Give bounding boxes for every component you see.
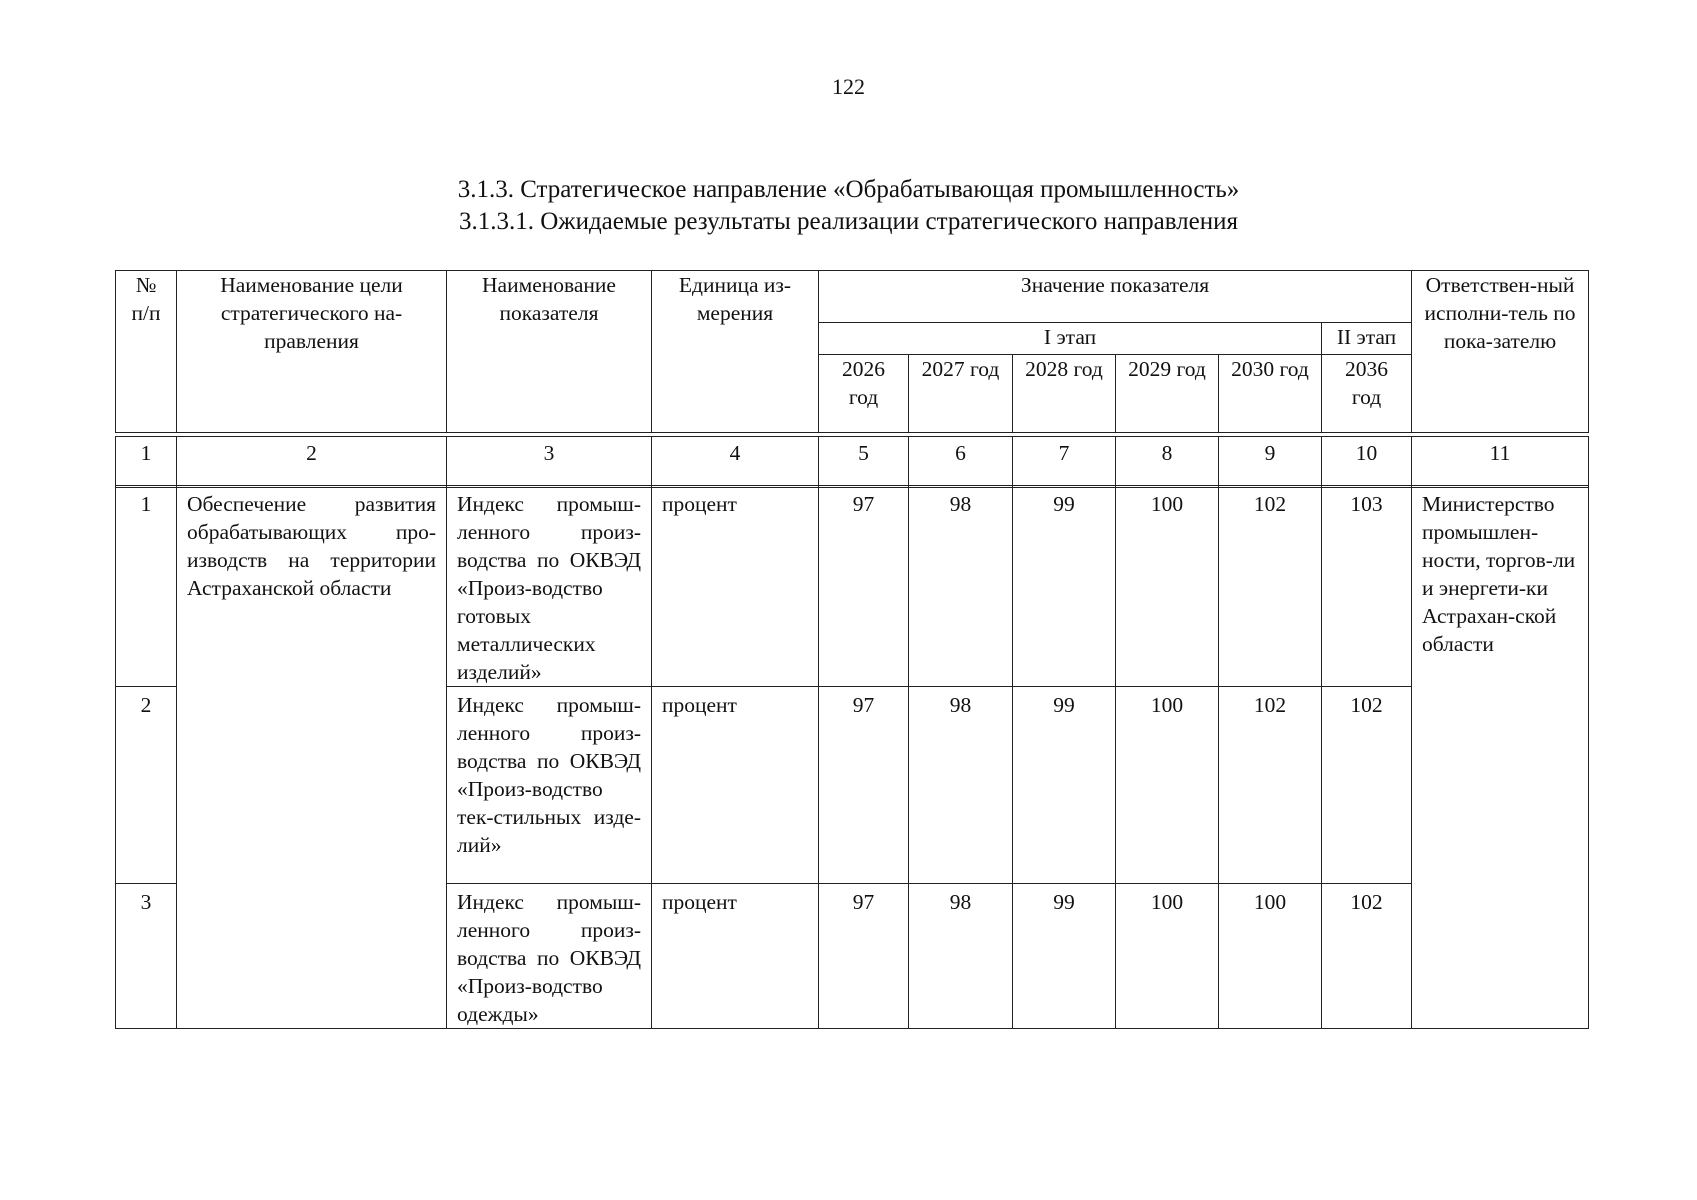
row-num: 3 (116, 884, 177, 1029)
value-cell: 97 (819, 884, 909, 1029)
header-goal: Наименование цели стратегического на-правления (177, 271, 447, 433)
header-unit: Единица из-мерения (652, 271, 819, 433)
value-cell: 99 (1013, 486, 1116, 687)
indicator-cell: Индекс промыш-ленного произ-водства по ОКВЭД «Произ-водство одежды» (447, 884, 652, 1029)
value-cell: 100 (1116, 486, 1219, 687)
column-number: 5 (819, 437, 909, 488)
header-year: 2036 год (1322, 355, 1412, 433)
value-cell: 99 (1013, 687, 1116, 884)
value-cell: 97 (819, 486, 909, 687)
column-number: 11 (1412, 437, 1589, 488)
data-table (115, 485, 1589, 1029)
section-title: 3.1.3. Стратегическое направление «Обрабатывающая промышленность» (457, 176, 1240, 203)
header-value: Значение показателя (819, 271, 1412, 323)
column-number: 8 (1116, 437, 1219, 488)
page-number: 122 (832, 74, 865, 99)
value-cell: 98 (909, 884, 1013, 1029)
header-year: 2027 год (909, 355, 1013, 433)
value-cell: 98 (909, 687, 1013, 884)
value-cell: 100 (1116, 687, 1219, 884)
unit-cell: процент (652, 486, 819, 687)
value-cell: 102 (1219, 687, 1322, 884)
column-number: 3 (447, 437, 652, 488)
value-cell: 102 (1322, 884, 1412, 1029)
column-number: 2 (177, 437, 447, 488)
header-stage-1: I этап (819, 323, 1322, 355)
column-number: 10 (1322, 437, 1412, 488)
header-year: 2028 год (1013, 355, 1116, 433)
headings (0, 174, 1697, 238)
subsection-title: 3.1.3.1. Ожидаемые результаты реализации стратегического направления (459, 208, 1238, 235)
indicator-cell: Индекс промыш-ленного произ-водства по ОКВЭД «Произ-водство тек-стильных изде-лий» (447, 687, 652, 884)
value-cell: 100 (1116, 884, 1219, 1029)
value-cell: 98 (909, 486, 1013, 687)
header-year: 2029 год (1116, 355, 1219, 433)
header-stage-2: II этап (1322, 323, 1412, 355)
value-cell: 97 (819, 687, 909, 884)
header-year: 2026 год (819, 355, 909, 433)
value-cell: 102 (1219, 486, 1322, 687)
unit-cell: процент (652, 884, 819, 1029)
column-number: 1 (116, 437, 177, 488)
table-row (116, 486, 1589, 687)
responsible-cell: Министерство промышлен-ности, торгов-ли и энергети-ки Астрахан-ской области (1412, 486, 1589, 1029)
unit-cell: процент (652, 687, 819, 884)
column-number: 4 (652, 437, 819, 488)
header-num: № п/п (116, 271, 177, 433)
header-year: 2030 год (1219, 355, 1322, 433)
column-number: 6 (909, 437, 1013, 488)
header-responsible: Ответствен-ный исполни-тель по пока-зателю (1412, 271, 1589, 433)
column-number: 7 (1013, 437, 1116, 488)
column-number-row (115, 436, 1589, 488)
value-cell: 100 (1219, 884, 1322, 1029)
value-cell: 99 (1013, 884, 1116, 1029)
row-num: 2 (116, 687, 177, 884)
value-cell: 103 (1322, 486, 1412, 687)
indicator-cell: Индекс промыш-ленного произ-водства по ОКВЭД «Произ-водство готовых металлических изделий» (447, 486, 652, 687)
column-number: 9 (1219, 437, 1322, 488)
row-num: 1 (116, 486, 177, 687)
table-header (115, 270, 1589, 433)
value-cell: 102 (1322, 687, 1412, 884)
goal-cell: Обеспечение развития обрабатывающих про-изводств на территории Астраханской области (177, 486, 447, 1029)
header-indicator: Наименование показателя (447, 271, 652, 433)
